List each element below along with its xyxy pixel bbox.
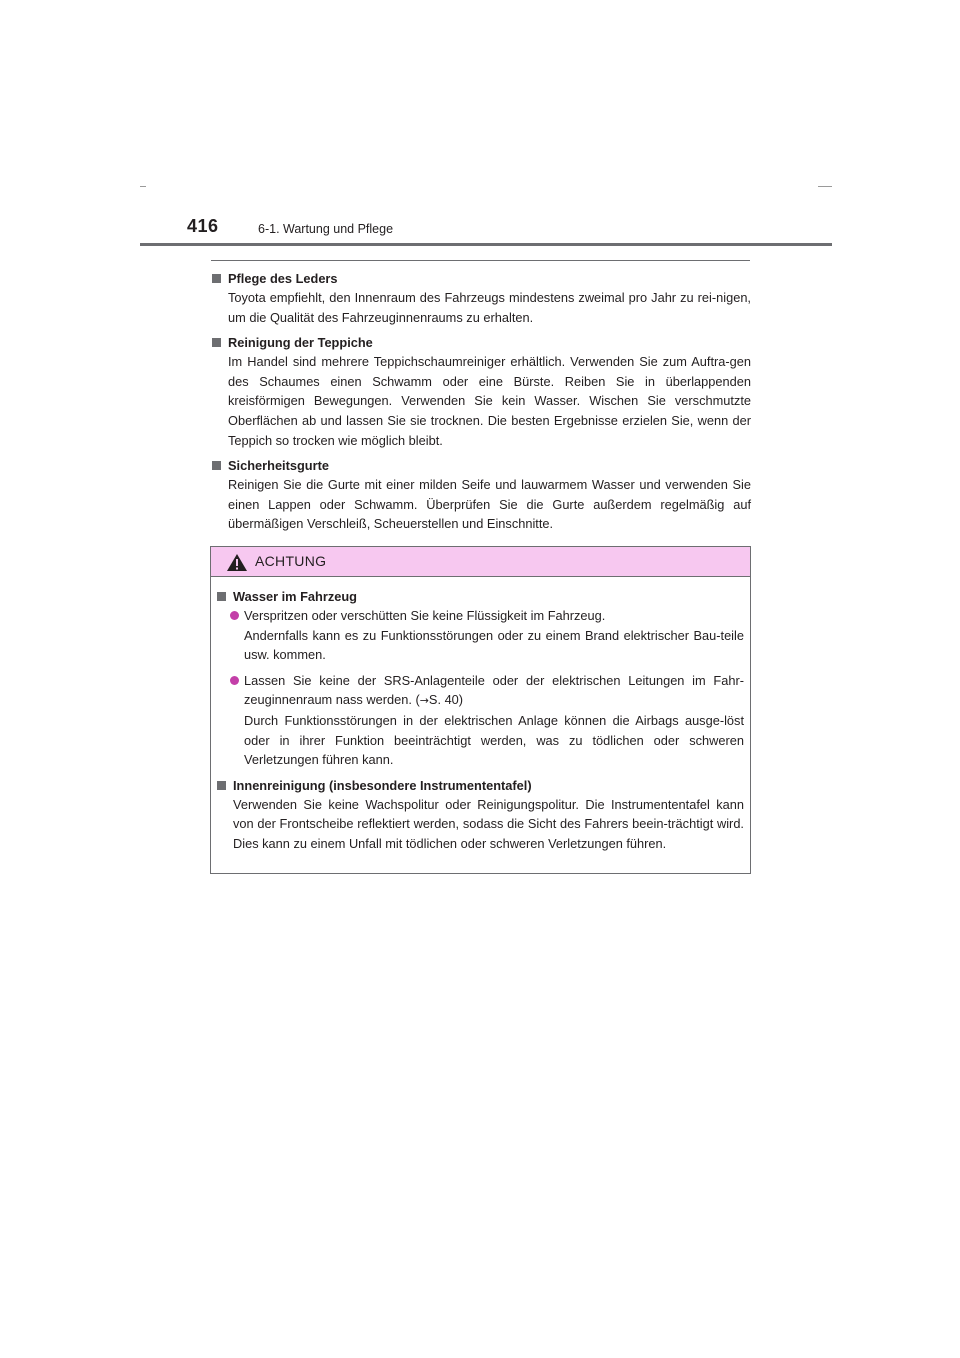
page-reference-arrow-icon: → bbox=[419, 694, 429, 708]
warning-title: ACHTUNG bbox=[255, 553, 327, 569]
warning-section-body bbox=[216, 795, 744, 854]
round-bullet-icon bbox=[230, 676, 239, 685]
warning-section-heading-text: Innenreinigung (insbesondere Instrumententafel) bbox=[233, 777, 532, 793]
page-reference[interactable]: S. 40) bbox=[428, 692, 464, 708]
crop-mark-right bbox=[818, 186, 832, 187]
warning-bullet bbox=[216, 606, 744, 665]
warning-bullet-line: Andernfalls kann es zu Funktionsstörungen oder zu einem Brand elektrischer Bau-teile usw. kommen. bbox=[244, 627, 744, 663]
crop-mark-left bbox=[140, 186, 146, 187]
warning-box bbox=[210, 546, 751, 874]
content-top-rule bbox=[211, 260, 750, 261]
round-bullet-icon bbox=[230, 611, 239, 620]
item-leather-care bbox=[211, 269, 751, 327]
item-heading-text: Sicherheitsgurte bbox=[228, 458, 329, 474]
main-content bbox=[211, 269, 751, 540]
header-rule bbox=[140, 243, 832, 246]
square-bullet-icon bbox=[212, 274, 221, 283]
warning-bullet-line: Durch Funktionsstörungen in der elektrischen Anlage können die Airbags ausge-löst oder in ihrer Funktion beeinträchtigt werden, was zu tödlichen oder schweren Verletzungen führen kann. bbox=[244, 712, 744, 768]
item-text: Im Handel sind mehrere Teppichschaumreiniger erhältlich. Verwenden Sie zum Auftra-gen des Schaumes einen Schwamm oder eine Bürste. Reiben Sie in überlappenden kreisförmigen Bewegungen. Verwenden Sie kein Wasser. Wischen Sie verschmutzte Oberflächen ab und lassen Sie sie trocknen. Die besten Ergebnisse erzielen Sie, wenn der Teppich so trocken wie möglich bleibt. bbox=[228, 354, 751, 448]
square-bullet-icon bbox=[212, 461, 221, 470]
warning-section-interior-cleaning bbox=[216, 776, 744, 854]
warning-section-heading-text: Wasser im Fahrzeug bbox=[233, 589, 357, 604]
warning-body bbox=[211, 577, 750, 854]
item-heading-text: Pflege des Leders bbox=[228, 271, 338, 286]
item-heading-text: Reinigung der Teppiche bbox=[228, 335, 373, 351]
section-title: 6-1. Wartung und Pflege bbox=[258, 222, 394, 236]
item-heading bbox=[211, 456, 751, 475]
item-heading bbox=[211, 333, 751, 352]
warning-section-text: Verwenden Sie keine Wachspolitur oder Reinigungspolitur. Die Instrumententafel kann von der Frontscheibe reflektiert werden, sodass die Sicht des Fahrers beein-trächtigt wird. Dies kann zu einem Unfall mit tödlichen oder schweren Verletzungen führen. bbox=[233, 796, 744, 851]
item-text: Toyota empfiehlt, den Innenraum des Fahrzeugs mindestens zweimal pro Jahr zu rei-nigen, um die Qualität des Fahrzeuginnenraums zu erhalten. bbox=[228, 290, 751, 325]
warning-bullet-line bbox=[244, 671, 744, 711]
page-header bbox=[140, 212, 832, 246]
page-number: 416 bbox=[187, 216, 219, 236]
warning-section-heading bbox=[216, 776, 744, 795]
warning-bullet-text: Lassen Sie keine der SRS-Anlagenteile oder der elektrischen Leitungen im Fahr-zeuginnenraum nass werden. ( bbox=[244, 672, 744, 708]
item-text: Reinigen Sie die Gurte mit einer milden Seife und lauwarmem Wasser und verwenden Sie einen Lappen oder Schwamm. Überprüfen Sie die Gurte außerdem regelmäßig auf übermäßigen Verschleiß, Scheuerstellen und Einschnitte. bbox=[228, 477, 751, 532]
warning-header bbox=[211, 547, 750, 577]
square-bullet-icon bbox=[217, 781, 226, 790]
item-seat-belts bbox=[211, 456, 751, 534]
warning-section-heading bbox=[216, 587, 744, 606]
item-heading bbox=[211, 269, 751, 288]
warning-triangle-icon bbox=[226, 553, 248, 572]
square-bullet-icon bbox=[212, 338, 221, 347]
square-bullet-icon bbox=[217, 592, 226, 601]
item-carpet-cleaning bbox=[211, 333, 751, 450]
warning-bullet-line: Verspritzen oder verschütten Sie keine Flüssigkeit im Fahrzeug. bbox=[244, 608, 606, 623]
warning-bullet bbox=[216, 671, 744, 770]
warning-section-water bbox=[216, 587, 744, 770]
